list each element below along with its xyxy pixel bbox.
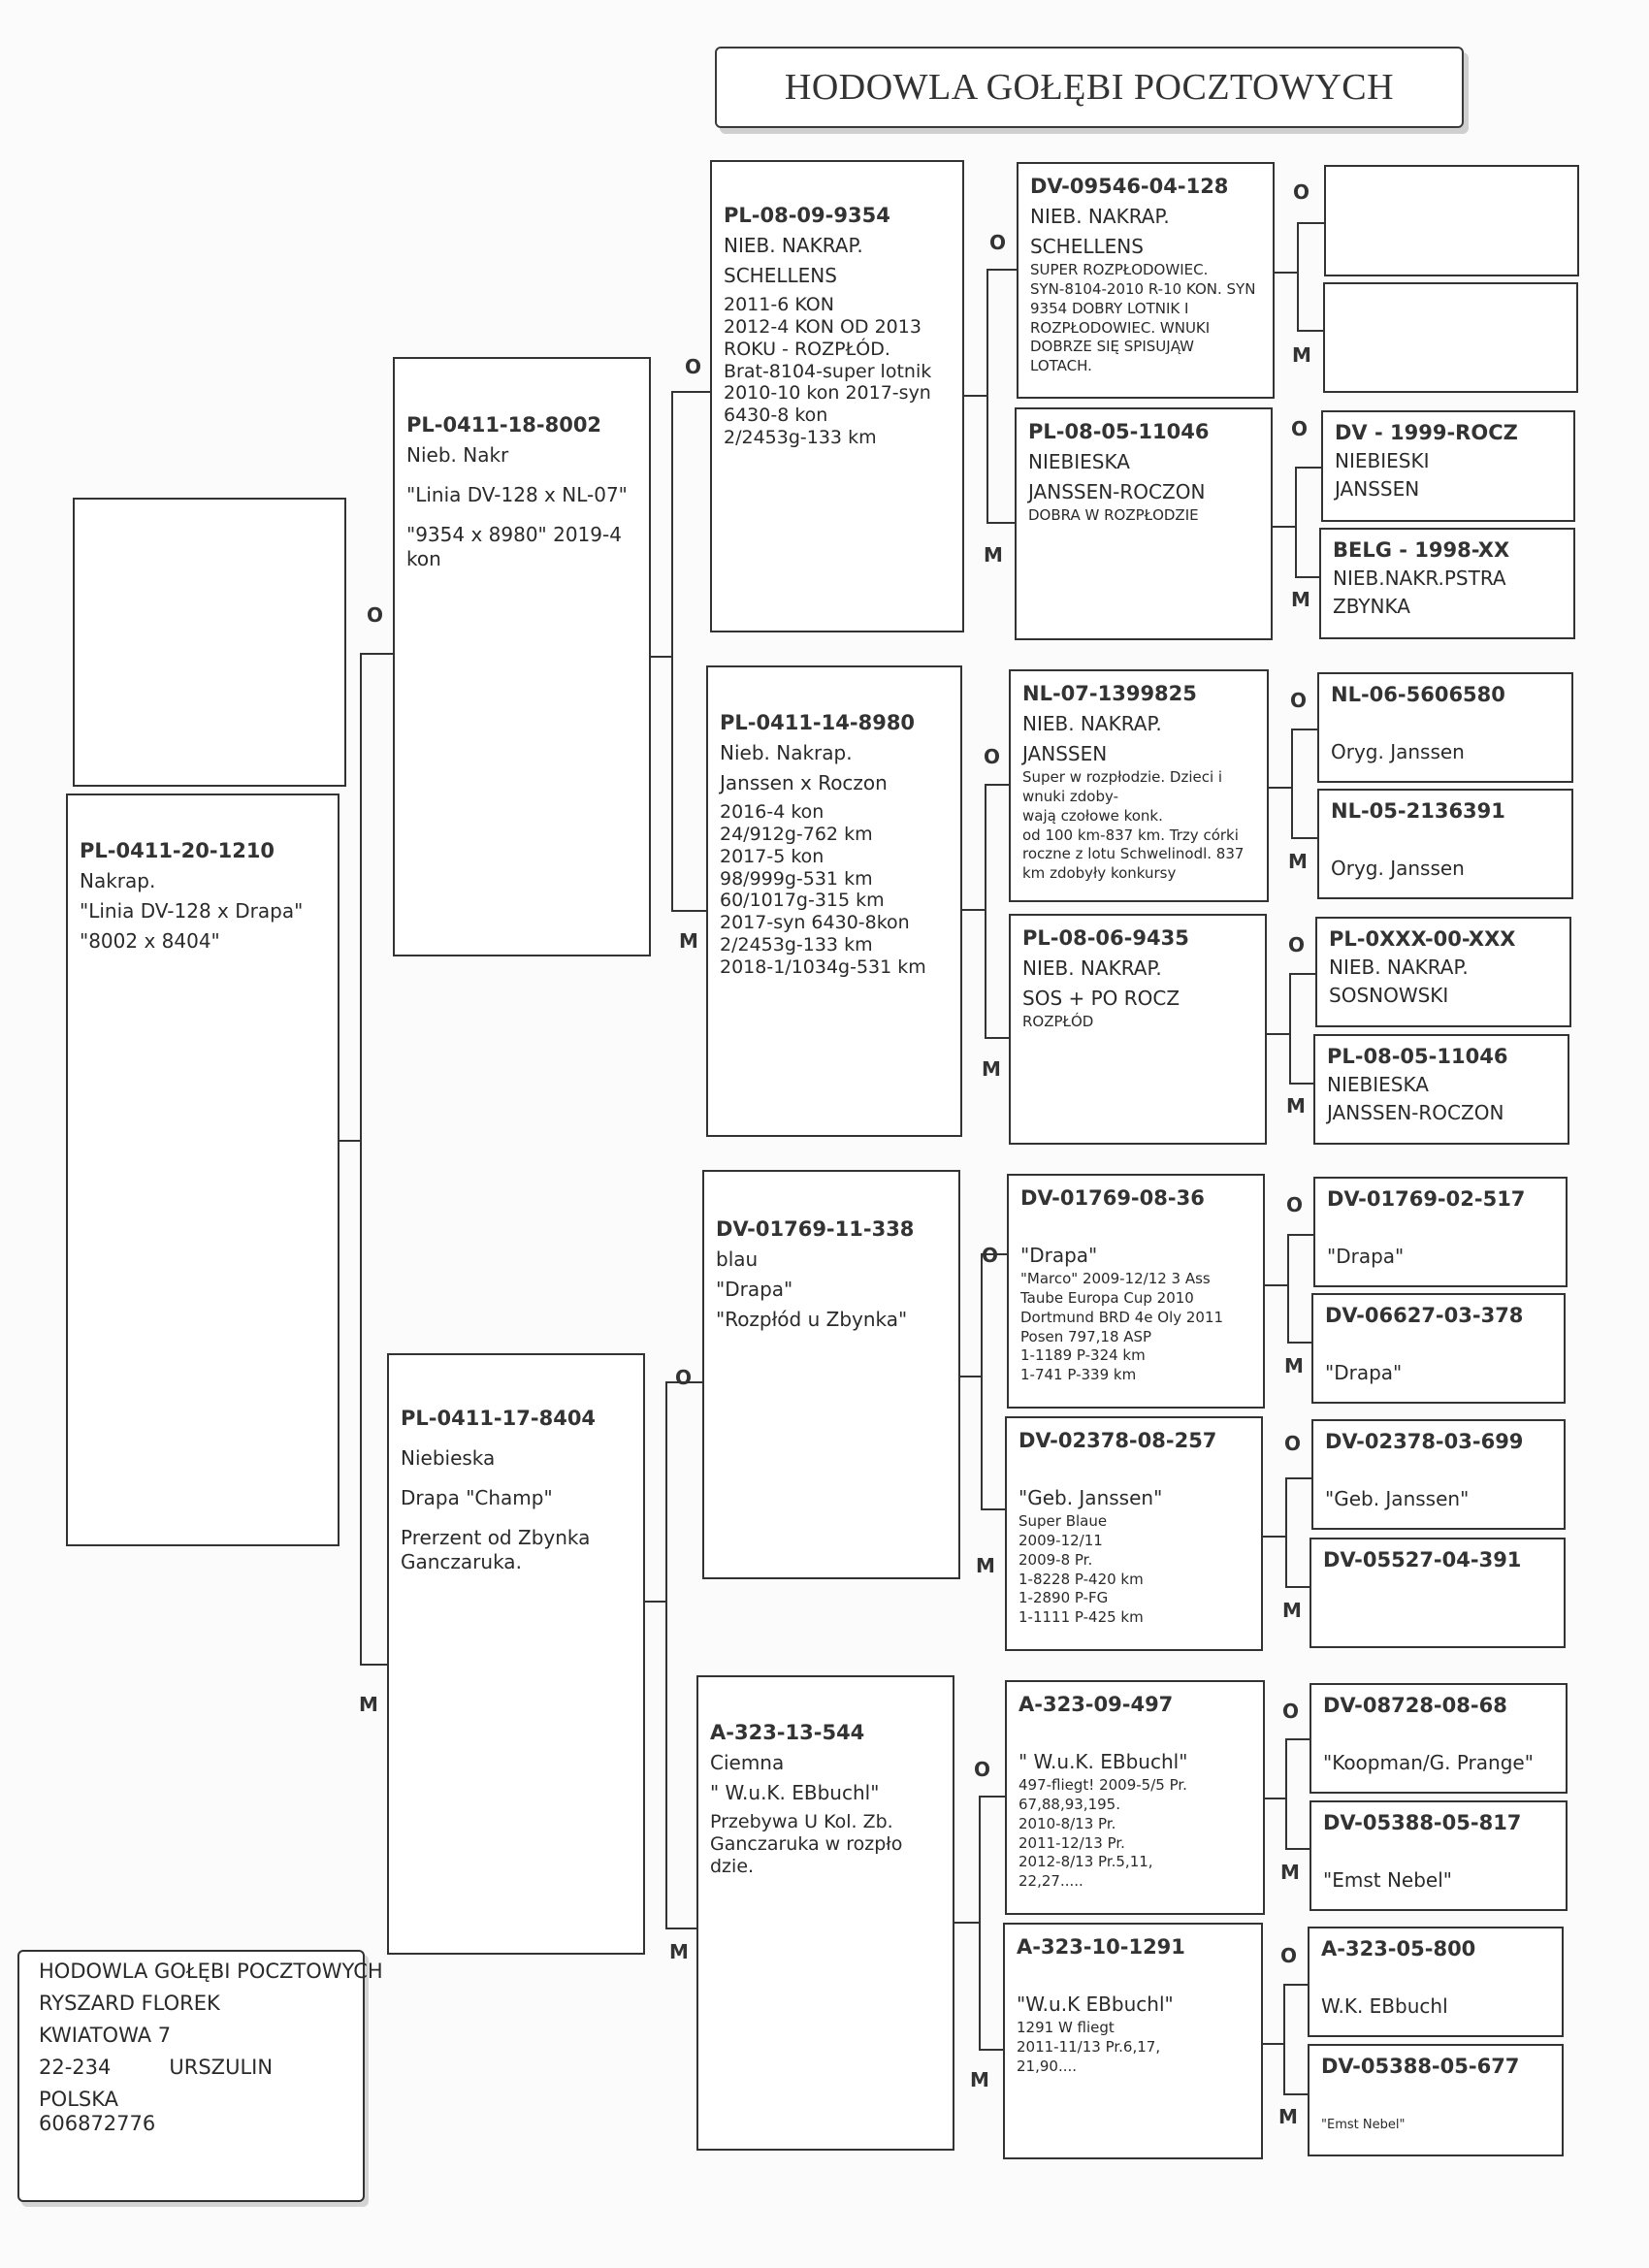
pigeon-card-g4-5 bbox=[1317, 672, 1573, 783]
color-line: Niebieska bbox=[401, 1446, 496, 1471]
line-text: " W.u.K. EBbuchl" bbox=[1018, 1750, 1188, 1774]
connector bbox=[671, 391, 673, 911]
ring-number: DV-01769-08-36 bbox=[1020, 1186, 1205, 1210]
connector bbox=[1291, 729, 1293, 838]
mother-label: M bbox=[984, 543, 1003, 567]
mother-label: M bbox=[1280, 1861, 1300, 1884]
ring-number: A-323-13-544 bbox=[710, 1721, 865, 1744]
photo-placeholder bbox=[73, 498, 346, 787]
connector bbox=[645, 1601, 666, 1603]
connector bbox=[1295, 576, 1320, 578]
page-title-box bbox=[715, 47, 1464, 128]
note-text: Ganczaruka w rozpło bbox=[710, 1833, 903, 1856]
note-text: ROZPŁODOWIEC. WNUKI bbox=[1030, 318, 1211, 337]
connector bbox=[1285, 1586, 1310, 1588]
connector bbox=[1291, 729, 1318, 730]
color-line: NIEB.NAKR.PSTRA bbox=[1333, 567, 1506, 591]
father-label: O bbox=[1282, 1700, 1300, 1723]
color-line: NIEB. NAKRAP. bbox=[1329, 956, 1469, 980]
note-text: km zdobyły konkursy bbox=[1022, 864, 1177, 883]
ring-number: DV-05388-05-677 bbox=[1321, 2055, 1520, 2078]
connector bbox=[986, 269, 988, 523]
note-text: 2012-4 KON OD 2013 bbox=[724, 316, 922, 339]
pairing-text: "9354 x 8980" 2019-4 bbox=[406, 523, 622, 547]
note-text: 21,90.... bbox=[1017, 2057, 1078, 2075]
line-text: " W.u.K. EBbuchl" bbox=[710, 1781, 880, 1805]
line-text: "W.u.K EBbuchl" bbox=[1017, 1993, 1174, 2017]
line-text: JANSSEN bbox=[1335, 477, 1420, 502]
pigeon-card-g4-12 bbox=[1310, 1538, 1566, 1648]
note-text: LOTACH. bbox=[1030, 357, 1092, 375]
connector bbox=[1291, 837, 1318, 839]
connector bbox=[1287, 1234, 1314, 1236]
connector bbox=[985, 784, 986, 1038]
breeder-postcode: 22-234 bbox=[39, 2056, 112, 2079]
note-text: 2/2453g-133 km bbox=[724, 427, 877, 449]
connector bbox=[985, 784, 1010, 786]
ring-number: DV-01769-02-517 bbox=[1327, 1187, 1526, 1211]
father-label: O bbox=[1288, 933, 1306, 956]
line-text: W.K. EBbuchl bbox=[1321, 1994, 1448, 2019]
note-text: "Marco" 2009-12/12 3 Ass bbox=[1020, 1270, 1211, 1288]
line-text: SCHELLENS bbox=[1030, 235, 1144, 259]
connector bbox=[360, 1664, 389, 1666]
pigeon-card-mf bbox=[702, 1170, 960, 1579]
pigeon-card-g4-7 bbox=[1315, 917, 1571, 1027]
note-text: DOBRZE SIĘ SPISUJĄW bbox=[1030, 338, 1194, 356]
color-line: blau bbox=[716, 1247, 759, 1272]
pigeon-card-subject bbox=[66, 794, 340, 1546]
connector bbox=[1297, 222, 1299, 331]
line-text: "Drapa" bbox=[1325, 1361, 1403, 1385]
ring-number: PL-08-09-9354 bbox=[724, 204, 890, 227]
note-text: od 100 km-837 km. Trzy córki bbox=[1022, 826, 1239, 844]
mother-label: M bbox=[679, 929, 698, 953]
father-label: O bbox=[1284, 1432, 1302, 1455]
mother-label: M bbox=[1278, 2105, 1298, 2128]
connector bbox=[981, 1508, 1006, 1510]
pigeon-card-ffm bbox=[1015, 407, 1273, 640]
connector bbox=[1283, 2093, 1309, 2095]
note-text: 98/999g-531 km bbox=[720, 867, 873, 890]
connector bbox=[1285, 1477, 1312, 1479]
father-label: O bbox=[1291, 417, 1309, 440]
connector bbox=[979, 2049, 1004, 2051]
connector bbox=[1283, 1984, 1285, 2094]
pigeon-card-g4-9 bbox=[1313, 1177, 1568, 1287]
line-text: Oryg. Janssen bbox=[1331, 857, 1465, 881]
pigeon-card-g4-10 bbox=[1311, 1293, 1566, 1404]
connector bbox=[1275, 272, 1298, 274]
mother-label: M bbox=[982, 1057, 1001, 1081]
father-label: O bbox=[675, 1366, 693, 1389]
note-text: 2010-8/13 Pr. bbox=[1018, 1814, 1116, 1832]
connector bbox=[1265, 1798, 1286, 1799]
ring-number: PL-08-06-9435 bbox=[1022, 926, 1189, 950]
connector bbox=[1287, 1342, 1312, 1344]
connector bbox=[1273, 526, 1296, 528]
connector bbox=[1297, 222, 1324, 224]
pigeon-card-mm bbox=[696, 1675, 954, 2151]
note-text: 2011-11/13 Pr.6,17, bbox=[1017, 2038, 1161, 2057]
line-text: SOSNOWSKI bbox=[1329, 984, 1449, 1008]
connector bbox=[1295, 467, 1297, 577]
line-text: Drapa "Champ" bbox=[401, 1486, 553, 1510]
note-text: 1-1189 P-324 km bbox=[1020, 1346, 1146, 1365]
line-text: JANSSEN bbox=[1022, 742, 1108, 766]
connector bbox=[1283, 1984, 1309, 1986]
note-text: 60/1017g-315 km bbox=[720, 890, 885, 912]
ring-number: DV-06627-03-378 bbox=[1325, 1304, 1524, 1327]
line-text: SCHELLENS bbox=[724, 264, 837, 288]
father-label: O bbox=[1280, 1944, 1298, 1967]
connector bbox=[1295, 467, 1322, 469]
ring-number: DV-01769-11-338 bbox=[716, 1217, 915, 1241]
breeder-name: RYSZARD FLOREK bbox=[39, 1992, 220, 2015]
connector bbox=[960, 1376, 982, 1377]
ring-number: DV-09546-04-128 bbox=[1030, 175, 1229, 198]
note-text: 2010-10 kon 2017-syn bbox=[724, 382, 931, 405]
note-text: 2009-12/11 bbox=[1018, 1532, 1103, 1550]
pigeon-card-g4-4 bbox=[1319, 528, 1575, 639]
ring-number: A-323-05-800 bbox=[1321, 1937, 1476, 1960]
father-label: O bbox=[984, 745, 1001, 768]
color-line: NIEB. NAKRAP. bbox=[724, 234, 863, 258]
connector bbox=[986, 269, 1018, 271]
line-text: "Koopman/G. Prange" bbox=[1323, 1751, 1534, 1775]
father-label: O bbox=[685, 355, 702, 378]
connector bbox=[1285, 1738, 1310, 1740]
line-text: "Drapa" bbox=[1327, 1245, 1405, 1269]
ring-number: PL-0XXX-00-XXX bbox=[1329, 927, 1516, 951]
breeder-city: URSZULIN bbox=[169, 2056, 274, 2079]
note-text: ROZPŁÓD bbox=[1022, 1013, 1094, 1031]
pigeon-card-father bbox=[393, 357, 651, 956]
ring-number: NL-06-5606580 bbox=[1331, 683, 1505, 706]
breeder-street: KWIATOWA 7 bbox=[39, 2024, 172, 2047]
note-text: Super Blaue bbox=[1018, 1512, 1108, 1531]
color-line: Ciemna bbox=[710, 1751, 785, 1775]
color-line: NIEB. NAKRAP. bbox=[1022, 712, 1162, 736]
note-text: ROKU - ROZPŁÓD. bbox=[724, 338, 890, 360]
connector bbox=[1269, 787, 1292, 789]
line-text: "Drapa" bbox=[716, 1278, 793, 1302]
note-text: roczne z lotu Schwelinodl. 837 bbox=[1022, 845, 1245, 863]
note-text: 497-fliegt! 2009-5/5 Pr. bbox=[1018, 1776, 1187, 1795]
connector bbox=[979, 1796, 1006, 1798]
line-text: "Linia DV-128 x NL-07" bbox=[406, 483, 628, 507]
mother-label: M bbox=[1292, 343, 1311, 367]
pigeon-card-mother bbox=[387, 1353, 645, 1955]
line-text: "Geb. Janssen" bbox=[1018, 1486, 1163, 1510]
father-label: O bbox=[1293, 180, 1310, 204]
note-text: wnuki zdoby- bbox=[1022, 788, 1119, 806]
pigeon-card-fmm bbox=[1009, 914, 1267, 1145]
father-label: O bbox=[1286, 1193, 1304, 1216]
note-text: 2018-1/1034g-531 km bbox=[720, 956, 926, 978]
connector bbox=[651, 656, 672, 658]
pigeon-card-g4-1 bbox=[1324, 165, 1579, 276]
pigeon-card-fm bbox=[706, 665, 962, 1137]
pigeon-card-fmf bbox=[1009, 669, 1269, 902]
ring-number: BELG - 1998-XX bbox=[1333, 538, 1510, 562]
note-text: DOBRA W ROZPŁODZIE bbox=[1028, 506, 1199, 525]
note-text: Ganczaruka. bbox=[401, 1550, 522, 1574]
note-text: 67,88,93,195. bbox=[1018, 1796, 1120, 1814]
note-text: Posen 797,18 ASP bbox=[1020, 1327, 1152, 1345]
breeder-address-card bbox=[17, 1950, 383, 2202]
pigeon-card-g4-11 bbox=[1311, 1419, 1566, 1530]
note-text: 2011-12/13 Pr. bbox=[1018, 1833, 1125, 1852]
connector bbox=[1285, 1848, 1310, 1850]
ring-number: DV - 1999-ROCZ bbox=[1335, 421, 1518, 444]
ring-number: NL-05-2136391 bbox=[1331, 799, 1505, 823]
connector bbox=[985, 1037, 1010, 1039]
line-text: "Linia DV-128 x Drapa" bbox=[80, 899, 304, 923]
pigeon-card-g4-2 bbox=[1323, 282, 1578, 393]
note-text: "Rozpłód u Zbynka" bbox=[716, 1308, 908, 1332]
connector bbox=[671, 391, 712, 393]
note-text: wają czołowe konk. bbox=[1022, 806, 1163, 825]
father-label: O bbox=[974, 1758, 991, 1781]
note-text: Super w rozpłodzie. Dzieci i bbox=[1022, 768, 1223, 787]
connector bbox=[979, 1796, 981, 2050]
note-text: dzie. bbox=[710, 1855, 755, 1877]
line-text: Janssen x Roczon bbox=[720, 771, 888, 795]
connector bbox=[360, 653, 395, 655]
connector bbox=[981, 1253, 983, 1509]
note-text: Dortmund BRD 4e Oly 2011 bbox=[1020, 1308, 1224, 1326]
pigeon-card-g4-14 bbox=[1310, 1800, 1568, 1911]
note-text: Przebywa U Kol. Zb. bbox=[710, 1811, 893, 1833]
line-text: "Emst Nebel" bbox=[1323, 1868, 1452, 1893]
connector bbox=[1285, 1738, 1287, 1849]
pigeon-card-g4-13 bbox=[1310, 1683, 1568, 1794]
breeder-country: POLSKA bbox=[39, 2088, 118, 2111]
note-text: 2011-6 KON bbox=[724, 294, 834, 316]
ring-number: PL-08-05-11046 bbox=[1028, 420, 1210, 443]
ring-number: PL-0411-20-1210 bbox=[80, 839, 275, 862]
note-text: 22,27..... bbox=[1018, 1872, 1083, 1891]
connector bbox=[1289, 973, 1291, 1084]
connector bbox=[1285, 1477, 1287, 1587]
note-text: 24/912g-762 km bbox=[720, 824, 873, 846]
line-text: JANSSEN-ROCZON bbox=[1028, 480, 1206, 504]
line-text: JANSSEN-ROCZON bbox=[1327, 1101, 1504, 1125]
note-text: 1-741 P-339 km bbox=[1020, 1366, 1137, 1384]
color-line: NIEB. NAKRAP. bbox=[1030, 205, 1170, 229]
pigeon-card-g4-3 bbox=[1321, 410, 1575, 522]
connector bbox=[665, 1928, 698, 1929]
color-line: Nieb. Nakr bbox=[406, 443, 509, 468]
connector bbox=[1287, 1234, 1289, 1343]
connector bbox=[1267, 1033, 1290, 1035]
note-text: 2016-4 kon bbox=[720, 801, 824, 824]
connector bbox=[1265, 1284, 1288, 1286]
connector bbox=[1297, 330, 1324, 332]
color-line: NIEB. NAKRAP. bbox=[1022, 956, 1162, 981]
pigeon-card-mfm bbox=[1005, 1416, 1263, 1651]
connector bbox=[1263, 2043, 1284, 2045]
mother-label: M bbox=[1282, 1599, 1302, 1622]
note-text: 9354 DOBRY LOTNIK I bbox=[1030, 299, 1189, 317]
mother-label: M bbox=[359, 1693, 378, 1716]
note-text: 1-2890 P-FG bbox=[1018, 1589, 1109, 1607]
mother-label: M bbox=[1284, 1354, 1304, 1377]
mother-label: M bbox=[976, 1554, 995, 1577]
note-text: Taube Europa Cup 2010 bbox=[1020, 1289, 1194, 1308]
connector bbox=[986, 522, 1016, 524]
connector bbox=[665, 1381, 667, 1928]
ring-number: DV-05388-05-817 bbox=[1323, 1811, 1522, 1834]
line-text: "Drapa" bbox=[1020, 1244, 1098, 1268]
mother-label: M bbox=[1286, 1094, 1306, 1118]
ring-number: A-323-10-1291 bbox=[1017, 1935, 1185, 1959]
connector bbox=[1289, 973, 1316, 975]
connector bbox=[964, 395, 987, 397]
connector bbox=[954, 1922, 980, 1924]
pigeon-card-g4-6 bbox=[1317, 789, 1573, 899]
ring-number: DV-02378-03-699 bbox=[1325, 1430, 1524, 1453]
pigeon-card-fff bbox=[1017, 162, 1275, 399]
line-text: "Emst Nebel" bbox=[1321, 2118, 1406, 2133]
color-line: NIEBIESKA bbox=[1327, 1073, 1429, 1097]
mother-label: M bbox=[970, 2068, 989, 2091]
ring-number: PL-0411-14-8980 bbox=[720, 711, 916, 734]
father-label: O bbox=[1290, 689, 1308, 712]
pairing-text: "8002 x 8404" bbox=[80, 929, 220, 954]
note-text: SYN-8104-2010 R-10 KON. SYN bbox=[1030, 280, 1256, 299]
connector bbox=[1263, 1536, 1286, 1538]
line-text: SOS + PO ROCZ bbox=[1022, 987, 1180, 1011]
note-text: 1-1111 P-425 km bbox=[1018, 1608, 1144, 1627]
pigeon-card-ff bbox=[710, 160, 964, 632]
color-line: NIEBIESKI bbox=[1335, 449, 1430, 473]
note-text: 2012-8/13 Pr.5,11, bbox=[1018, 1853, 1153, 1871]
ring-number: PL-0411-17-8404 bbox=[401, 1407, 597, 1430]
pigeon-card-mmf bbox=[1005, 1680, 1265, 1915]
mother-label: M bbox=[669, 1940, 689, 1963]
pigeon-card-g4-16 bbox=[1308, 2044, 1564, 2156]
color-line: Nakrap. bbox=[80, 869, 156, 893]
ring-number: DV-08728-08-68 bbox=[1323, 1694, 1507, 1717]
mother-label: M bbox=[1288, 850, 1308, 873]
note-text: 2/2453g-133 km bbox=[720, 934, 873, 956]
line-text: Oryg. Janssen bbox=[1331, 740, 1465, 764]
pigeon-card-g4-8 bbox=[1313, 1034, 1569, 1145]
note-text: 2009-8 Pr. bbox=[1018, 1550, 1093, 1569]
pigeon-card-mmm bbox=[1003, 1923, 1263, 2159]
mother-label: M bbox=[1291, 588, 1310, 611]
note-text: 2017-syn 6430-8kon bbox=[720, 912, 910, 934]
father-label: O bbox=[367, 603, 384, 627]
color-line: Nieb. Nakrap. bbox=[720, 741, 853, 765]
connector bbox=[1289, 1083, 1314, 1085]
note-text: SUPER ROZPŁODOWIEC. bbox=[1030, 261, 1209, 279]
ring-number: DV-05527-04-391 bbox=[1323, 1548, 1522, 1571]
father-label: O bbox=[989, 231, 1007, 254]
note-text: kon bbox=[406, 547, 441, 571]
connector bbox=[360, 653, 362, 1664]
connector bbox=[671, 910, 708, 912]
pigeon-card-g4-15 bbox=[1308, 1927, 1564, 2037]
note-text: Prerzent od Zbynka bbox=[401, 1526, 591, 1550]
father-label: O bbox=[982, 1244, 999, 1267]
ring-number: NL-07-1399825 bbox=[1022, 682, 1197, 705]
ring-number: A-323-09-497 bbox=[1018, 1693, 1174, 1716]
note-text: 1-8228 P-420 km bbox=[1018, 1570, 1144, 1588]
ring-number: PL-0411-18-8002 bbox=[406, 413, 602, 437]
connector bbox=[340, 1140, 361, 1142]
breeder-title: HODOWLA GOŁĘBI POCZTOWYCH bbox=[39, 1960, 383, 1983]
line-text: ZBYNKA bbox=[1333, 595, 1410, 619]
line-text: "Geb. Janssen" bbox=[1325, 1487, 1470, 1511]
pigeon-card-mff bbox=[1007, 1174, 1265, 1409]
note-text: Brat-8104-super lotnik bbox=[724, 360, 932, 382]
ring-number: PL-08-05-11046 bbox=[1327, 1045, 1508, 1068]
ring-number: DV-02378-08-257 bbox=[1018, 1429, 1217, 1452]
color-line: NIEBIESKA bbox=[1028, 450, 1130, 474]
note-text: 2017-5 kon bbox=[720, 845, 824, 867]
connector bbox=[962, 909, 986, 911]
note-text: 6430-8 kon bbox=[724, 405, 828, 427]
breeder-phone: 606872776 bbox=[39, 2112, 156, 2135]
note-text: 1291 W fliegt bbox=[1017, 2019, 1115, 2037]
page-title: HODOWLA GOŁĘBI POCZTOWYCH bbox=[784, 67, 1395, 108]
